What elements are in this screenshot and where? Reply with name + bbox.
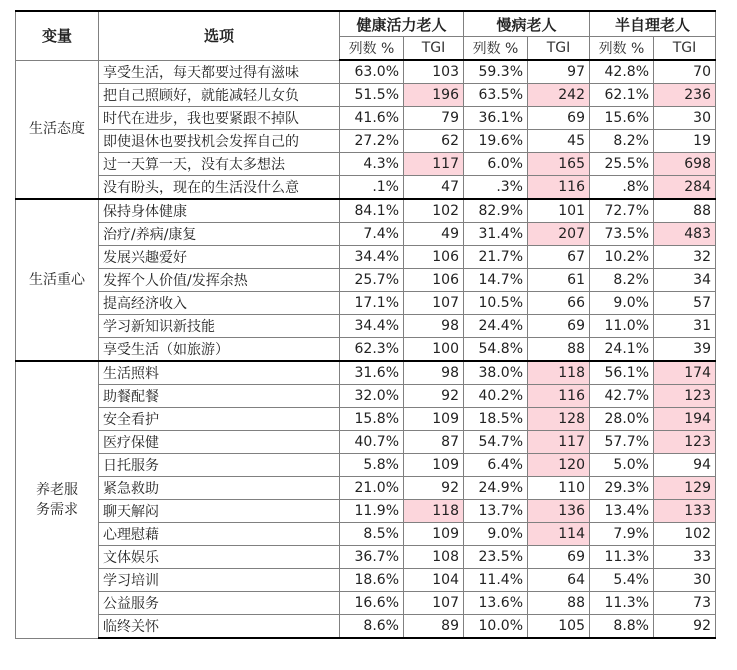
pct-cell: 13.7% xyxy=(464,500,528,523)
tgi-cell: 106 xyxy=(404,246,464,269)
tgi-cell: 103 xyxy=(404,60,464,84)
pct-cell: 42.8% xyxy=(590,60,654,84)
tgi-cell: 116 xyxy=(528,176,590,200)
pct-cell: 8.6% xyxy=(340,615,404,639)
tgi-cell: 120 xyxy=(528,454,590,477)
pct-cell: 29.3% xyxy=(590,477,654,500)
table-row xyxy=(16,361,716,385)
pct-cell: 41.6% xyxy=(340,107,404,130)
pct-cell: 9.0% xyxy=(590,292,654,315)
pct-cell: .1% xyxy=(340,176,404,200)
subheader-pct: 列数 % xyxy=(464,37,528,61)
pct-cell: 8.8% xyxy=(590,615,654,639)
tgi-cell: 87 xyxy=(404,431,464,454)
table-row xyxy=(16,60,716,84)
pct-cell: 38.0% xyxy=(464,361,528,385)
pct-cell: 10.2% xyxy=(590,246,654,269)
pct-cell: 7.9% xyxy=(590,523,654,546)
pct-cell: 17.1% xyxy=(340,292,404,315)
pct-cell: 31.6% xyxy=(340,361,404,385)
table-row xyxy=(16,130,716,153)
pct-cell: 34.4% xyxy=(340,246,404,269)
table-row xyxy=(16,315,716,338)
option-cell: 学习培训 xyxy=(99,569,340,592)
pct-cell: 5.8% xyxy=(340,454,404,477)
tgi-cell: 97 xyxy=(528,60,590,84)
pct-cell: 24.9% xyxy=(464,477,528,500)
tgi-cell: 32 xyxy=(654,246,716,269)
option-cell: 文体娱乐 xyxy=(99,546,340,569)
tgi-cell: 106 xyxy=(404,269,464,292)
tgi-cell: 284 xyxy=(654,176,716,200)
tgi-cell: 62 xyxy=(404,130,464,153)
tgi-cell: 118 xyxy=(528,361,590,385)
tgi-cell: 89 xyxy=(404,615,464,639)
option-cell: 时代在进步，我也要紧跟不掉队 xyxy=(99,107,340,130)
header-option: 选项 xyxy=(99,11,340,60)
tgi-cell: 129 xyxy=(654,477,716,500)
table-row xyxy=(16,546,716,569)
table-row xyxy=(16,246,716,269)
variable-cell: 生活重心 xyxy=(16,199,99,361)
table-row xyxy=(16,500,716,523)
tgi-cell: 45 xyxy=(528,130,590,153)
tgi-cell: 105 xyxy=(528,615,590,639)
table-row xyxy=(16,569,716,592)
pct-cell: 13.4% xyxy=(590,500,654,523)
tgi-cell: 70 xyxy=(654,60,716,84)
pct-cell: 73.5% xyxy=(590,223,654,246)
pct-cell: 11.3% xyxy=(590,546,654,569)
pct-cell: 19.6% xyxy=(464,130,528,153)
option-cell: 享受生活（如旅游） xyxy=(99,338,340,362)
pct-cell: 11.4% xyxy=(464,569,528,592)
pct-cell: 25.5% xyxy=(590,153,654,176)
table-row xyxy=(16,176,716,200)
table-row xyxy=(16,523,716,546)
pct-cell: 13.6% xyxy=(464,592,528,615)
pct-cell: 82.9% xyxy=(464,199,528,223)
pct-cell: 8.5% xyxy=(340,523,404,546)
tgi-cell: 67 xyxy=(528,246,590,269)
option-cell: 生活照料 xyxy=(99,361,340,385)
tgi-cell: 109 xyxy=(404,454,464,477)
pct-cell: 6.4% xyxy=(464,454,528,477)
table-row xyxy=(16,223,716,246)
tgi-cell: 98 xyxy=(404,361,464,385)
option-cell: 过一天算一天，没有太多想法 xyxy=(99,153,340,176)
tgi-cell: 174 xyxy=(654,361,716,385)
tgi-cell: 66 xyxy=(528,292,590,315)
tgi-cell: 109 xyxy=(404,408,464,431)
tgi-cell: 107 xyxy=(404,592,464,615)
pct-cell: 10.5% xyxy=(464,292,528,315)
option-cell: 学习新知识新技能 xyxy=(99,315,340,338)
table-wrapper xyxy=(15,10,716,639)
option-cell: 紧急救助 xyxy=(99,477,340,500)
tgi-cell: 34 xyxy=(654,269,716,292)
option-cell: 把自己照顾好，就能减轻儿女负 xyxy=(99,84,340,107)
option-cell: 保持身体健康 xyxy=(99,199,340,223)
pct-cell: 72.7% xyxy=(590,199,654,223)
tgi-cell: 196 xyxy=(404,84,464,107)
pct-cell: 11.0% xyxy=(590,315,654,338)
option-cell: 心理慰藉 xyxy=(99,523,340,546)
tgi-cell: 101 xyxy=(528,199,590,223)
tgi-cell: 92 xyxy=(654,615,716,639)
table-row xyxy=(16,269,716,292)
tgi-cell: 100 xyxy=(404,338,464,362)
tgi-table xyxy=(15,10,716,639)
header-group-healthy: 健康活力老人 xyxy=(340,11,464,37)
tgi-cell: 104 xyxy=(404,569,464,592)
table-row xyxy=(16,199,716,223)
tgi-cell: 109 xyxy=(404,523,464,546)
tgi-cell: 117 xyxy=(528,431,590,454)
tgi-cell: 30 xyxy=(654,569,716,592)
table-row xyxy=(16,292,716,315)
tgi-cell: 39 xyxy=(654,338,716,362)
table-row xyxy=(16,615,716,639)
pct-cell: 5.0% xyxy=(590,454,654,477)
pct-cell: 54.8% xyxy=(464,338,528,362)
subheader-pct: 列数 % xyxy=(590,37,654,61)
pct-cell: 11.9% xyxy=(340,500,404,523)
pct-cell: 63.5% xyxy=(464,84,528,107)
pct-cell: 62.1% xyxy=(590,84,654,107)
table-row xyxy=(16,408,716,431)
table-row xyxy=(16,431,716,454)
pct-cell: 15.8% xyxy=(340,408,404,431)
tgi-cell: 136 xyxy=(528,500,590,523)
pct-cell: 51.5% xyxy=(340,84,404,107)
option-cell: 日托服务 xyxy=(99,454,340,477)
tgi-cell: 33 xyxy=(654,546,716,569)
variable-cell: 养老服务需求 xyxy=(16,361,99,638)
tgi-cell: 102 xyxy=(404,199,464,223)
pct-cell: 84.1% xyxy=(340,199,404,223)
pct-cell: 21.0% xyxy=(340,477,404,500)
tgi-cell: 57 xyxy=(654,292,716,315)
pct-cell: 54.7% xyxy=(464,431,528,454)
pct-cell: 34.4% xyxy=(340,315,404,338)
tgi-cell: 88 xyxy=(654,199,716,223)
pct-cell: 23.5% xyxy=(464,546,528,569)
tgi-cell: 117 xyxy=(404,153,464,176)
tgi-cell: 92 xyxy=(404,477,464,500)
tgi-cell: 698 xyxy=(654,153,716,176)
option-cell: 公益服务 xyxy=(99,592,340,615)
tgi-cell: 88 xyxy=(528,592,590,615)
tgi-cell: 49 xyxy=(404,223,464,246)
tgi-cell: 102 xyxy=(654,523,716,546)
option-cell: 临终关怀 xyxy=(99,615,340,639)
table-row xyxy=(16,338,716,362)
pct-cell: 56.1% xyxy=(590,361,654,385)
tgi-cell: 47 xyxy=(404,176,464,200)
pct-cell: 11.3% xyxy=(590,592,654,615)
pct-cell: 63.0% xyxy=(340,60,404,84)
tgi-cell: 79 xyxy=(404,107,464,130)
tgi-cell: 128 xyxy=(528,408,590,431)
pct-cell: 59.3% xyxy=(464,60,528,84)
table-row xyxy=(16,477,716,500)
pct-cell: 6.0% xyxy=(464,153,528,176)
option-cell: 治疗/养病/康复 xyxy=(99,223,340,246)
option-cell: 享受生活，每天都要过得有滋味 xyxy=(99,60,340,84)
tgi-cell: 123 xyxy=(654,431,716,454)
pct-cell: 24.4% xyxy=(464,315,528,338)
pct-cell: 14.7% xyxy=(464,269,528,292)
tgi-cell: 61 xyxy=(528,269,590,292)
tgi-cell: 30 xyxy=(654,107,716,130)
tgi-cell: 123 xyxy=(654,385,716,408)
tgi-cell: 94 xyxy=(654,454,716,477)
tgi-cell: 69 xyxy=(528,315,590,338)
pct-cell: 40.2% xyxy=(464,385,528,408)
pct-cell: 31.4% xyxy=(464,223,528,246)
tgi-cell: 69 xyxy=(528,546,590,569)
option-cell: 发挥个人价值/发挥余热 xyxy=(99,269,340,292)
pct-cell: 32.0% xyxy=(340,385,404,408)
table-row xyxy=(16,84,716,107)
option-cell: 发展兴趣爱好 xyxy=(99,246,340,269)
header-variable: 变量 xyxy=(16,11,99,60)
pct-cell: 21.7% xyxy=(464,246,528,269)
table-row xyxy=(16,454,716,477)
subheader-tgi: TGI xyxy=(404,37,464,61)
pct-cell: 57.7% xyxy=(590,431,654,454)
tgi-cell: 483 xyxy=(654,223,716,246)
tgi-cell: 108 xyxy=(404,546,464,569)
option-cell: 聊天解闷 xyxy=(99,500,340,523)
pct-cell: 42.7% xyxy=(590,385,654,408)
pct-cell: 36.1% xyxy=(464,107,528,130)
pct-cell: 36.7% xyxy=(340,546,404,569)
subheader-pct: 列数 % xyxy=(340,37,404,61)
pct-cell: 8.2% xyxy=(590,269,654,292)
table-row xyxy=(16,153,716,176)
option-cell: 即使退休也要找机会发挥自己的 xyxy=(99,130,340,153)
pct-cell: 15.6% xyxy=(590,107,654,130)
tgi-cell: 64 xyxy=(528,569,590,592)
table-row xyxy=(16,107,716,130)
subheader-tgi: TGI xyxy=(528,37,590,61)
tgi-cell: 73 xyxy=(654,592,716,615)
tgi-cell: 236 xyxy=(654,84,716,107)
tgi-cell: 31 xyxy=(654,315,716,338)
pct-cell: 5.4% xyxy=(590,569,654,592)
option-cell: 提高经济收入 xyxy=(99,292,340,315)
tgi-cell: 118 xyxy=(404,500,464,523)
pct-cell: 18.5% xyxy=(464,408,528,431)
pct-cell: .8% xyxy=(590,176,654,200)
header-group-chronic: 慢病老人 xyxy=(464,11,590,37)
pct-cell: 10.0% xyxy=(464,615,528,639)
pct-cell: 27.2% xyxy=(340,130,404,153)
tgi-cell: 19 xyxy=(654,130,716,153)
pct-cell: 16.6% xyxy=(340,592,404,615)
tgi-cell: 242 xyxy=(528,84,590,107)
pct-cell: 9.0% xyxy=(464,523,528,546)
tgi-cell: 194 xyxy=(654,408,716,431)
pct-cell: .3% xyxy=(464,176,528,200)
tgi-cell: 98 xyxy=(404,315,464,338)
tgi-cell: 69 xyxy=(528,107,590,130)
pct-cell: 7.4% xyxy=(340,223,404,246)
pct-cell: 40.7% xyxy=(340,431,404,454)
table-row xyxy=(16,385,716,408)
table-body xyxy=(16,60,716,638)
tgi-cell: 207 xyxy=(528,223,590,246)
pct-cell: 18.6% xyxy=(340,569,404,592)
option-cell: 安全看护 xyxy=(99,408,340,431)
pct-cell: 62.3% xyxy=(340,338,404,362)
tgi-cell: 165 xyxy=(528,153,590,176)
pct-cell: 4.3% xyxy=(340,153,404,176)
pct-cell: 24.1% xyxy=(590,338,654,362)
tgi-cell: 110 xyxy=(528,477,590,500)
table-row xyxy=(16,592,716,615)
pct-cell: 8.2% xyxy=(590,130,654,153)
option-cell: 医疗保健 xyxy=(99,431,340,454)
header-group-semi: 半自理老人 xyxy=(590,11,716,37)
option-cell: 助餐配餐 xyxy=(99,385,340,408)
tgi-cell: 88 xyxy=(528,338,590,362)
option-cell: 没有盼头，现在的生活没什么意 xyxy=(99,176,340,200)
tgi-cell: 92 xyxy=(404,385,464,408)
tgi-cell: 114 xyxy=(528,523,590,546)
tgi-cell: 107 xyxy=(404,292,464,315)
pct-cell: 25.7% xyxy=(340,269,404,292)
tgi-cell: 116 xyxy=(528,385,590,408)
tgi-cell: 133 xyxy=(654,500,716,523)
pct-cell: 28.0% xyxy=(590,408,654,431)
subheader-tgi: TGI xyxy=(654,37,716,61)
variable-cell: 生活态度 xyxy=(16,60,99,199)
